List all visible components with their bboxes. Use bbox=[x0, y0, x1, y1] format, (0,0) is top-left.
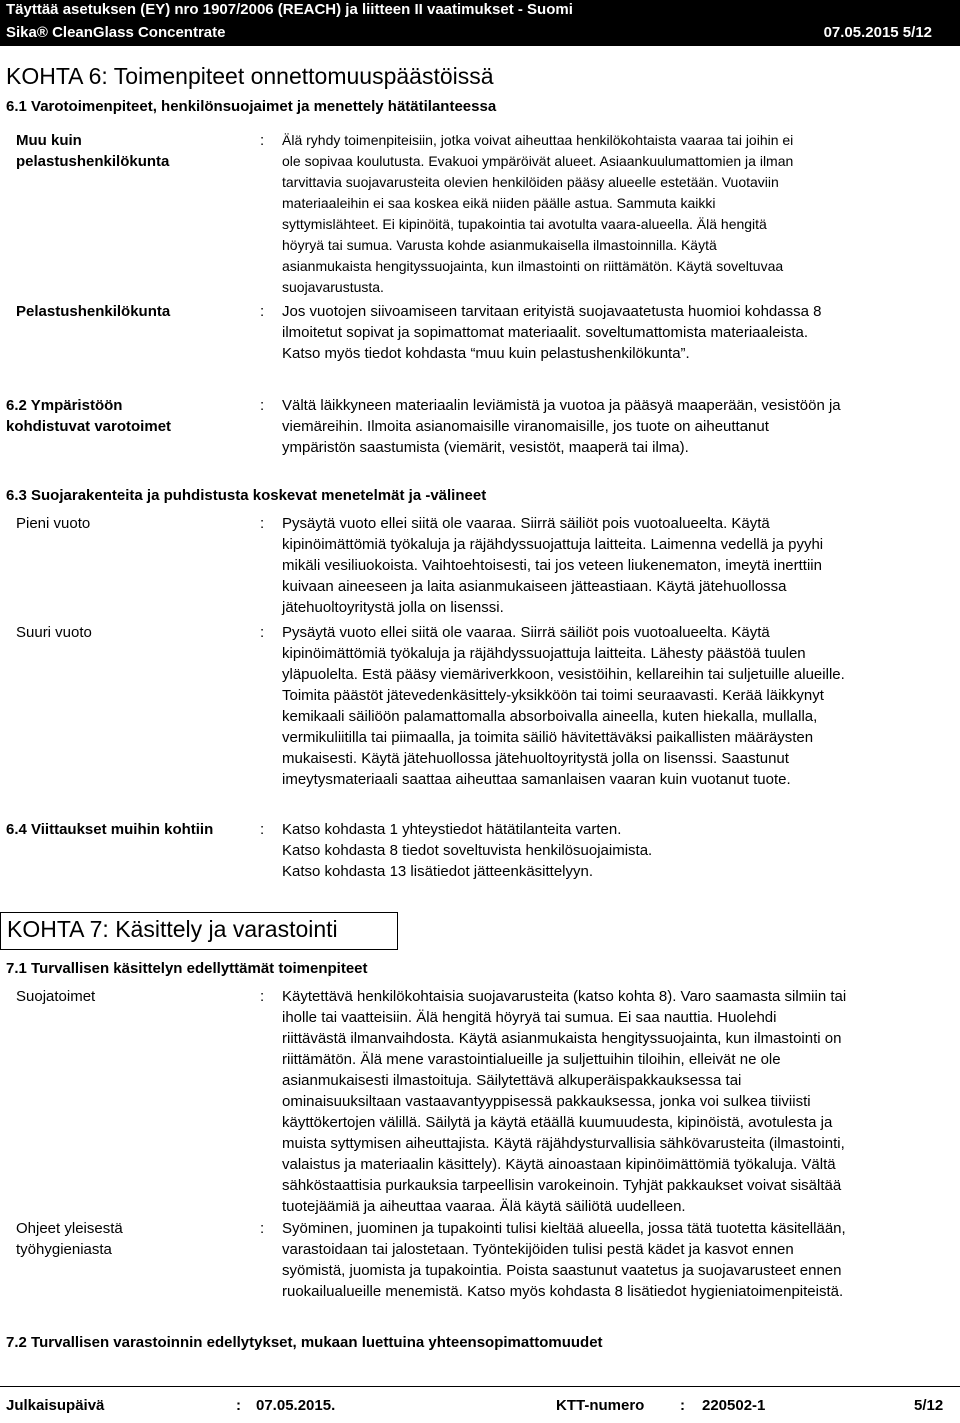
text-line: ominaisuuksiltaan vastaavantyyppisessä pakkauksessa, jonka voi sulkea tiiviisti bbox=[282, 1093, 811, 1110]
text-line: riittämätön. Älä mene varastointialueille ja suljettuihin tiloihin, elleivät ne ole bbox=[282, 1051, 781, 1068]
s63-label-small-spill: Pieni vuoto bbox=[16, 515, 91, 532]
s62-text bbox=[282, 395, 952, 458]
colon: : bbox=[260, 988, 265, 1005]
text-line: Katso kohdasta 13 lisätiedot jätteenkäsittelyyn. bbox=[282, 863, 594, 880]
text-line: Toimita päästöt jätevedenkäsittely-yksikköön tai toimi seuraavasti. Kerää läikkynyt bbox=[282, 687, 824, 704]
text-line: viemäreihin. Ilmoita asianomaisille viranomaisille, jos tuote on aiheuttanut bbox=[282, 418, 769, 435]
ktt-number: 220502-1 bbox=[702, 1397, 766, 1414]
text-line: valaistus ja materiaalin käsittely). Käytä ainoastaan kipinöimättömiä työkaluja. Vältä bbox=[282, 1156, 836, 1173]
text-line: kipinöimättömiä työkaluja ja räjähdyssuojattuja laitteita. Lähesty päästöä tuulen bbox=[282, 645, 806, 662]
text-line: Jos vuotojen siivoamiseen tarvitaan erityistä suojavaatetusta huomioi kohdassa 8 bbox=[282, 303, 822, 320]
s61-label-non-emergency bbox=[16, 130, 246, 172]
page-number: 5/12 bbox=[914, 1397, 944, 1414]
text-line: Käytettävä henkilökohtaisia suojavarusteita (katso kohta 8). Varo saamasta silmiin tai bbox=[282, 988, 847, 1005]
text-line: ympäristön saastumista (viemärit, vesistöt, maaperä tai ilma). bbox=[282, 439, 689, 456]
s63-title: 6.3 Suojarakenteita ja puhdistusta koskevat menetelmät ja -välineet bbox=[6, 487, 487, 504]
text-line: tuotejäämiä ja aiheuttaa vaaraa. Älä käytä säiliötä uudelleen. bbox=[282, 1198, 686, 1215]
ktt-label: KTT-numero bbox=[556, 1397, 645, 1414]
s71-title: 7.1 Turvallisen käsittelyn edellyttämät toimenpiteet bbox=[6, 960, 368, 977]
text-line: sähköstaattisia purkauksia tarpeellisin varokeinoin. Tyhjät pakkaukset voivat sisältää bbox=[282, 1177, 842, 1194]
s61-text2 bbox=[282, 301, 952, 364]
text-line: materiaaleihin ei saa koskea eikä niiden päälle astua. Sammuta kaikki bbox=[282, 195, 716, 211]
text-line: höyryä tai sumua. Varusta kohde asianmukaisella ilmastoinnilla. Käytä bbox=[282, 237, 717, 253]
s61-title: 6.1 Varotoimenpiteet, henkilönsuojaimet ja menettely hätätilanteessa bbox=[6, 98, 497, 115]
text-line: asianmukaisesti ilmastoituja. Säilytettävä alkuperäispakkauksessa tai bbox=[282, 1072, 742, 1089]
s62-label-line2: kohdistuvat varotoimet bbox=[6, 418, 172, 435]
colon: : bbox=[260, 132, 265, 149]
text-line: Vältä läikkyneen materiaalin leviämistä ja vuotoa ja pääsyä maaperään, vesistöön ja bbox=[282, 397, 841, 414]
text-line: asianmukaista hengityssuojainta, kun ilmastointi on riittämätön. Käytä soveltuvaa bbox=[282, 258, 784, 274]
s71-label-hygiene bbox=[16, 1218, 246, 1260]
text-line: muista syttymisen aiheuttajista. Käytä räjähdysturvallisia sähkövarusteita (ilmastointi, bbox=[282, 1135, 845, 1152]
regulation-text: Täyttää asetuksen (EY) nro 1907/2006 (REACH) ja liitteen II vaatimukset - Suomi bbox=[6, 1, 573, 18]
text-line: kuivaan aineeseen ja laita asianmukaiseen jätteastiaan. Käytä jätehuollossa bbox=[282, 578, 787, 595]
section6-title: KOHTA 6: Toimenpiteet onnettomuuspäästöissä bbox=[6, 63, 494, 89]
pub-date: 07.05.2015. bbox=[256, 1397, 336, 1414]
regulation-header bbox=[0, 0, 960, 20]
text-line: mukaisesti. Käytä jätehuollossa jätehuoltoyritystä jolla on lisenssi. Saastunut bbox=[282, 750, 789, 767]
footer bbox=[0, 1386, 960, 1423]
text-line: Katso kohdasta 1 yhteystiedot hätätilanteita varten. bbox=[282, 821, 622, 838]
text-line: varastoidaan tai jalostetaan. Työntekijöiden tulisi pestä kädet ja kasvot ennen bbox=[282, 1241, 794, 1258]
text-line: kemikaali säiliöön palamattomalla absorboivalla aineella, kuten hiekalla, mullalla, bbox=[282, 708, 818, 725]
text-line: ruokailualueille menemistä. Katso myös kohdasta 8 lisätiedot hygieniatoimenpiteistä. bbox=[282, 1283, 844, 1300]
s61-text1 bbox=[282, 130, 952, 298]
text-line: imeytysmateriaali saattaa aiheuttaa samanlaisen vaaran kuin vuotanut tuote. bbox=[282, 771, 791, 788]
pub-colon: : bbox=[236, 1397, 241, 1414]
text-line: käyttökertojen välillä. Säilytä ja käytä etäällä kuumuudesta, kipinöistä, avotulesta ja bbox=[282, 1114, 833, 1131]
product-name: Sika® CleanGlass Concentrate bbox=[6, 24, 226, 41]
text-line: kipinöimättömiä työkaluja ja räjähdyssuojattuja laitteita. Laimenna vedellä ja pyyhi bbox=[282, 536, 824, 553]
text-line: Syöminen, juominen ja tupakointi tulisi kieltää alueella, jossa tätä tuotetta käsitellään, bbox=[282, 1220, 846, 1237]
s64-text bbox=[282, 819, 952, 882]
section7-title: KOHTA 7: Käsittely ja varastointi bbox=[0, 912, 398, 950]
text-line: Älä ryhdy toimenpiteisiin, jotka voivat aiheuttaa henkilökohtaista vaaraa tai joihin ei bbox=[282, 132, 794, 148]
s71-text1 bbox=[282, 986, 952, 1217]
text-line: syömistä, juomista ja tupakointia. Poista saastunut vaatetus ja suojavarusteet ennen bbox=[282, 1262, 842, 1279]
text-line: mikäli vesiliuokoista. Vaihtoehtoisesti, tai jos veteen liukenematon, imeytä inerttiin bbox=[282, 557, 822, 574]
text-line: Pysäytä vuoto ellei siitä ole vaaraa. Siirrä säiliöt pois vuotoalueelta. Käytä bbox=[282, 624, 770, 641]
product-header bbox=[0, 20, 960, 46]
s71-label-protective: Suojatoimet bbox=[16, 988, 96, 1005]
text-line: iholle tai vaatteisiin. Älä hengitä höyryä tai sumua. Ei saa nauttia. Huolehdi bbox=[282, 1009, 777, 1026]
s61-label1-line1: Muu kuin bbox=[16, 132, 82, 149]
text-line: jätehuoltoyritystä jolla on lisenssi. bbox=[282, 599, 504, 616]
text-line: vermikuliitilla tai piimaalla, ja toimita säiliö hävitettäväksi paikallisten määräysten bbox=[282, 729, 814, 746]
s63-text2 bbox=[282, 622, 952, 790]
s71-text2 bbox=[282, 1218, 952, 1302]
text-line: Katso myös tiedot kohdasta “muu kuin pelastushenkilökunta”. bbox=[282, 345, 690, 362]
text-line: ilmoitetut sopivat ja sopimattomat materiaalit. soveltumattomista materiaaleista. bbox=[282, 324, 809, 341]
colon: : bbox=[260, 397, 265, 414]
colon: : bbox=[260, 303, 265, 320]
s63-text1 bbox=[282, 513, 952, 618]
s64-label: 6.4 Viittaukset muihin kohtiin bbox=[6, 821, 214, 838]
text-line: syttymislähteet. Ei kipinöitä, tupakointia tai avotulta vaara-alueella. Älä hengitä bbox=[282, 216, 767, 232]
colon: : bbox=[260, 1220, 265, 1237]
text-line: ole sopivaa koulutusta. Evakuoi ympäröivät alueet. Asiaankuulumattomien ja ilman bbox=[282, 153, 794, 169]
text-line: tarvittavia suojavarusteita olevien henkilöiden pääsy alueelle estetään. Vuotaviin bbox=[282, 174, 779, 190]
s63-label-large-spill: Suuri vuoto bbox=[16, 624, 92, 641]
text-line: Katso kohdasta 8 tiedot soveltuvista henkilösuojaimista. bbox=[282, 842, 653, 859]
colon: : bbox=[260, 821, 265, 838]
s62-label-line1: 6.2 Ympäristöön bbox=[6, 397, 123, 414]
colon: : bbox=[260, 624, 265, 641]
s62-label bbox=[6, 395, 236, 437]
text-line: suojavarustusta. bbox=[282, 279, 384, 295]
s61-label-emergency: Pelastushenkilökunta bbox=[16, 303, 171, 320]
s61-label1-line2: pelastushenkilökunta bbox=[16, 153, 170, 170]
s71-label2-line2: työhygieniasta bbox=[16, 1241, 112, 1258]
colon: : bbox=[260, 515, 265, 532]
text-line: yläpuolelta. Estä pääsy viemäriverkkoon, vesistöihin, kellareihin tai suljetuille alueille. bbox=[282, 666, 845, 683]
ktt-colon: : bbox=[680, 1397, 685, 1414]
s71-label2-line1: Ohjeet yleisestä bbox=[16, 1220, 123, 1237]
pub-label: Julkaisupäivä bbox=[6, 1397, 105, 1414]
text-line: riittävästä ilmanvaihdosta. Käytä asianmukaista hengityssuojainta, kun ilmastointi on bbox=[282, 1030, 842, 1047]
s72-title: 7.2 Turvallisen varastoinnin edellytykset, mukaan luettuina yhteensopimattomuudet bbox=[6, 1334, 603, 1351]
text-line: Pysäytä vuoto ellei siitä ole vaaraa. Siirrä säiliöt pois vuotoalueelta. Käytä bbox=[282, 515, 770, 532]
date-page: 07.05.2015 5/12 bbox=[823, 24, 932, 41]
